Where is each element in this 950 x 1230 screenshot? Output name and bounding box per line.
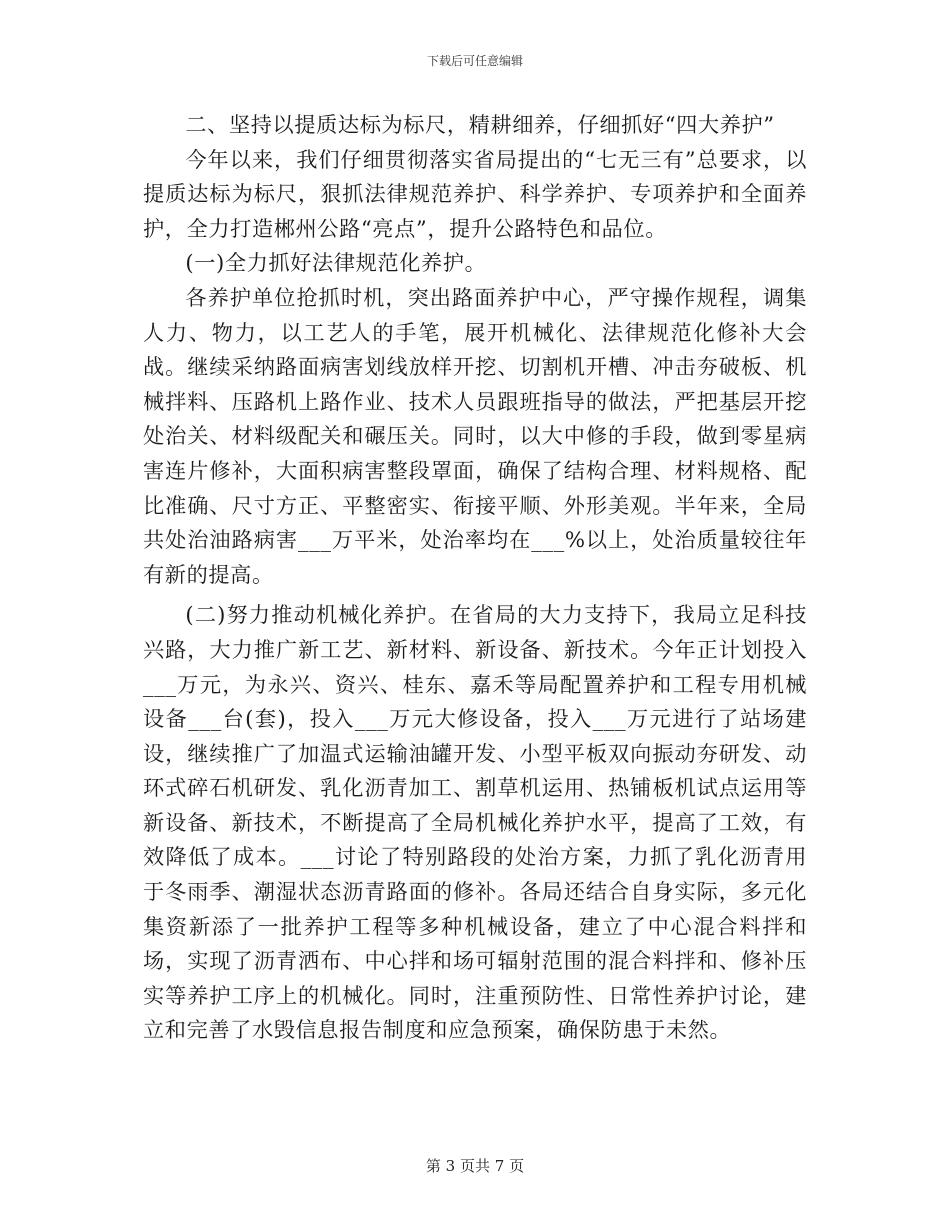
subsection-heading: (一)全力抓好法律规范化养护。 — [185, 250, 487, 276]
body-paragraph: 各养护单位抢抓时机，突出路面养护中心，严守操作规程，调集人力、物力，以工艺人的手笔，展开机械化、法律规范化修补大会战。继续采纳路面病害划线放样开挖、切割机开槽、冲击夯破板、机械拌料、压路机上路作业、技术人员跟班指导的做法，严把基层开挖处治关、材料级配关和碾压关。同时，以大中修的手段，做到零星病害连片修补，大面积病害整段罩面，确保了结构合理、材料规格、配比准确、尺寸方正、平整密实、衔接平顺、外形美观。半年来，全局共处治油路病害___万平米，处治率均在___%以上，处治质量较往年有新的提高。 — [143, 284, 807, 587]
section-heading: 二、坚持以提质达标为标尺，精耕细养，仔细抓好“四大养护” — [185, 112, 775, 137]
page-header-note: 下载后可任意编辑 — [426, 54, 523, 68]
body-paragraph: 今年以来，我们仔细贯彻落实省局提出的“七无三有”总要求，以提质达标为标尺，狠抓法律规范养护、科学养护、专项养护和全面养护，全力打造郴州公路“亮点”，提升公路特色和品位。 — [143, 146, 807, 241]
page-number: 第 3 页共 7 页 — [425, 1157, 525, 1175]
document-body — [143, 108, 807, 1048]
body-paragraph: (二)努力推动机械化养护。在省局的大力支持下，我局立足科技兴路，大力推广新工艺、新材料、新设备、新技术。今年正计划投入___万元，为永兴、资兴、桂东、嘉禾等局配置养护和工程专用机械设备___台(套)，投入___万元大修设备，投入___万元进行了站场建设，继续推广了加温式运输油罐开发、小型平板双向振动夯研发、动环式碎石机研发、乳化沥青加工、割草机运用、热铺板机试点运用等新设备、新技术，不断提高了全局机械化养护水平，提高了工效，有效降低了成本。___讨论了特别路段的处治方案，力抓了乳化沥青用于冬雨季、潮湿状态沥青路面的修补。各局还结合自身实际，多元化集资新添了一批养护工程等多种机械设备，建立了中心混合料拌和场，实现了沥青洒布、中心拌和场可辐射范围的混合料拌和、修补压实等养护工序上的机械化。同时，注重预防性、日常性养护讨论，建立和完善了水毁信息报告制度和应急预案，确保防患于未然。 — [143, 602, 807, 1043]
